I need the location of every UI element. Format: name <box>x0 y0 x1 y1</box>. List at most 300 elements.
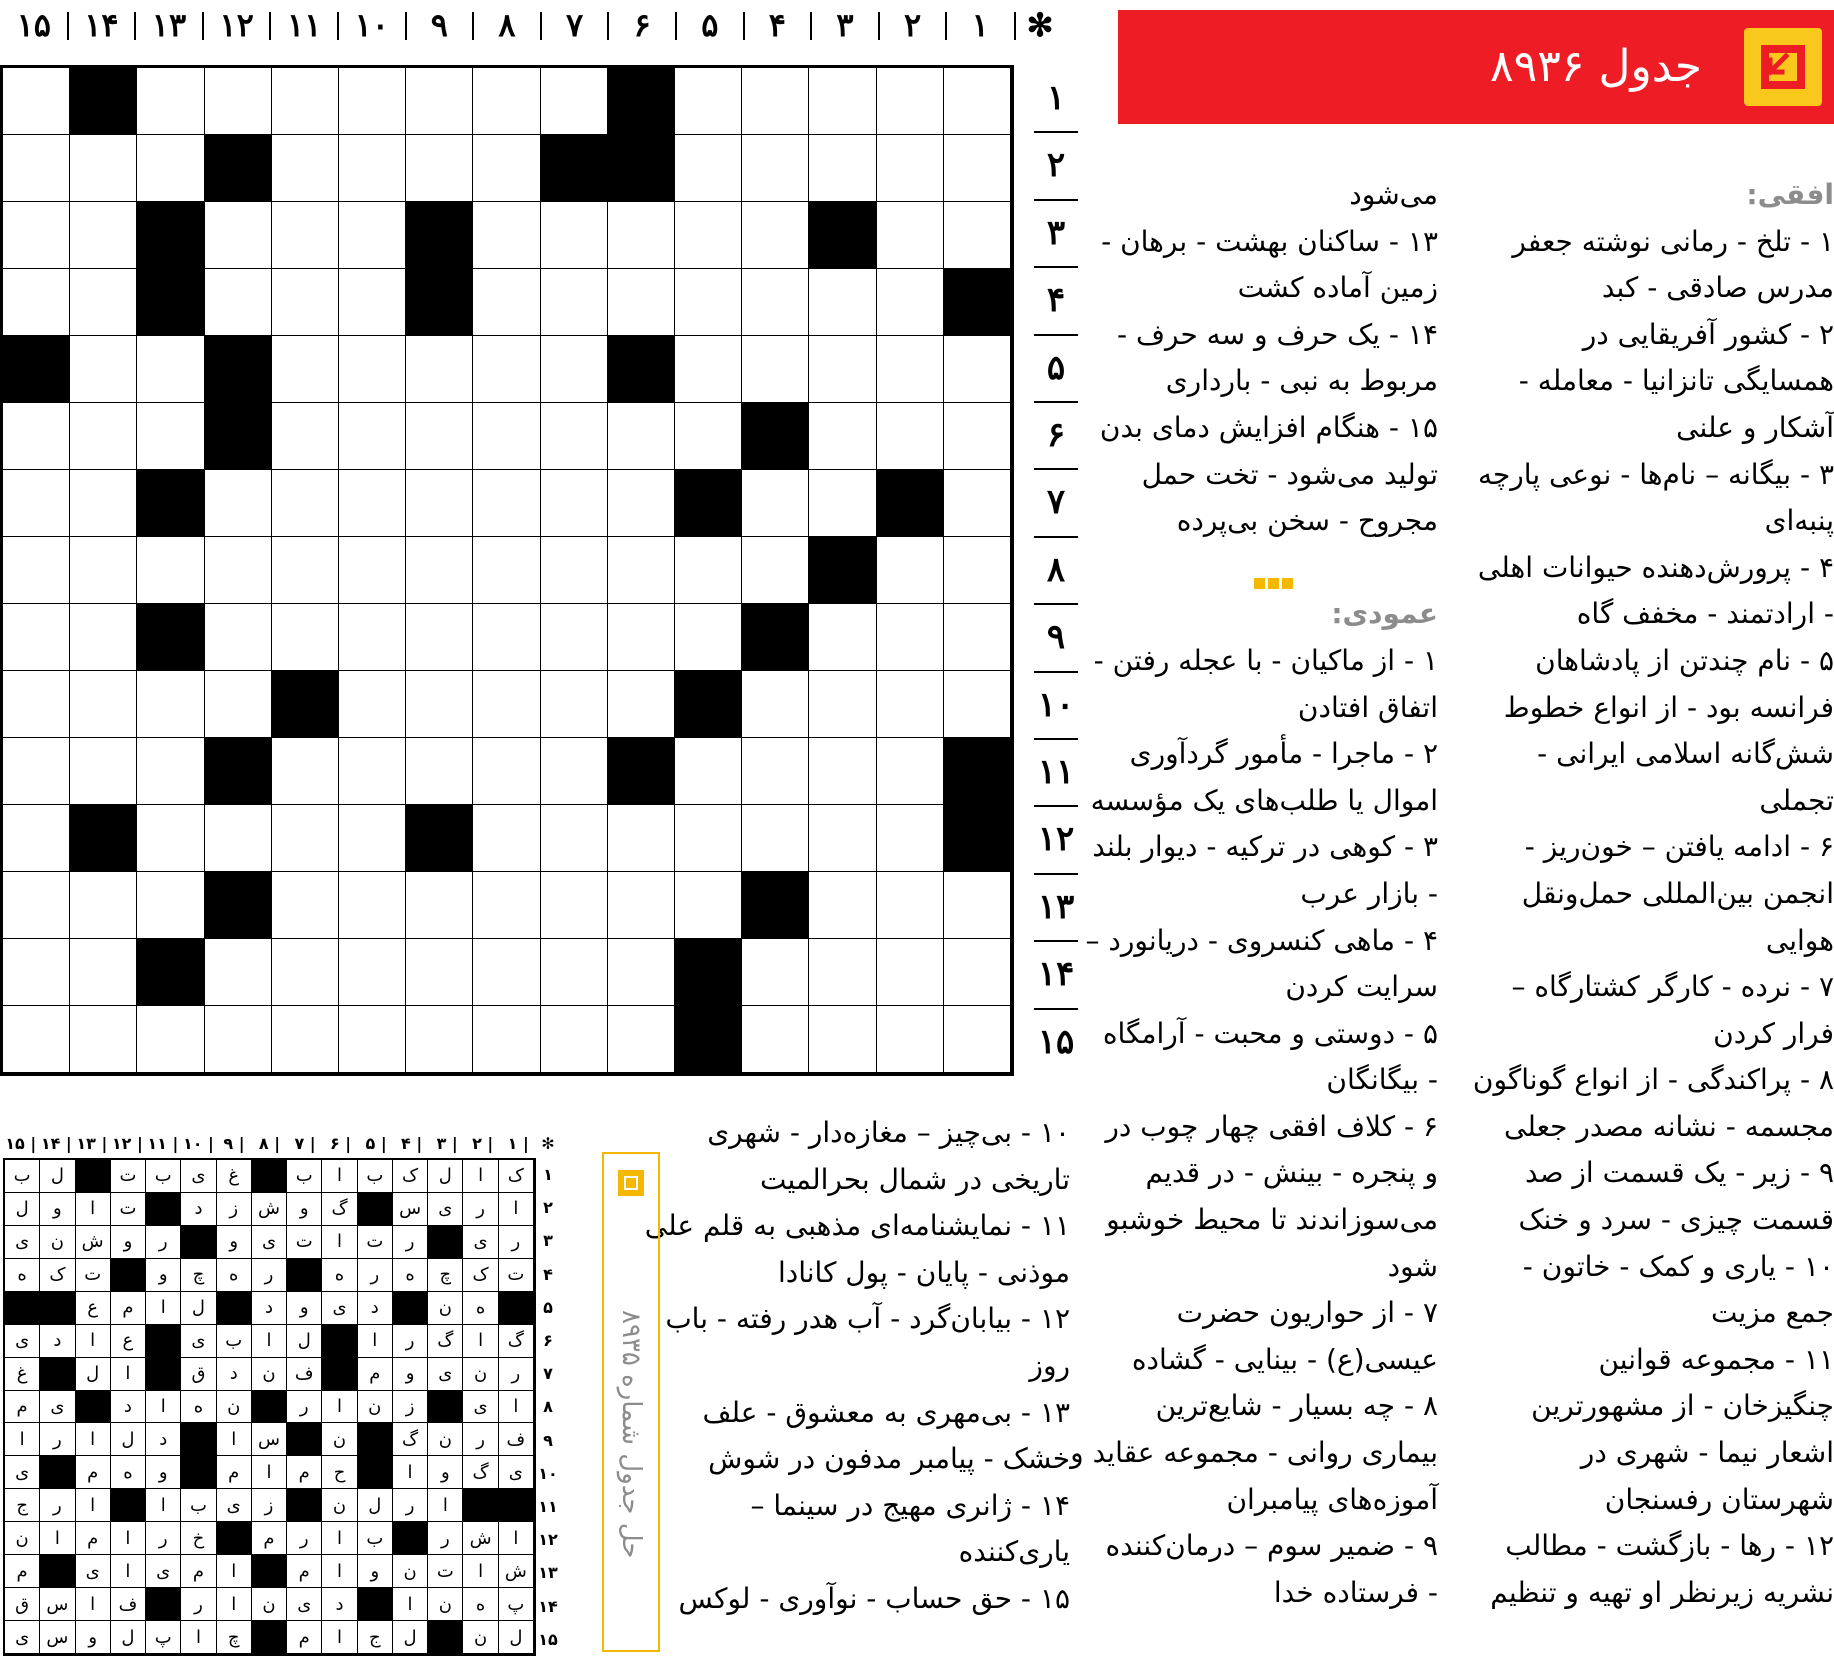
solution-black-cell <box>181 1456 216 1489</box>
clue-line: ۲ - ماجرا - مأمور گردآوری <box>1129 737 1438 771</box>
clue-line: مجروح - سخن بی‌پرده <box>1176 504 1438 538</box>
grid-cell <box>3 939 70 1006</box>
black-cell <box>137 202 204 269</box>
solution-row-number: ۶ <box>543 1331 553 1350</box>
solution-letter: ی <box>428 1358 463 1391</box>
solution-letter: ر <box>252 1259 287 1292</box>
black-cell <box>3 336 70 403</box>
grid-cell <box>809 872 876 939</box>
solution-letter: ی <box>217 1489 252 1522</box>
grid-cell <box>541 872 608 939</box>
solution-letter: ی <box>252 1226 287 1259</box>
grid-cell <box>809 939 876 1006</box>
row-separator <box>1034 603 1078 605</box>
grid-cell <box>70 671 137 738</box>
grid-cell <box>742 805 809 872</box>
grid-cell <box>877 738 944 805</box>
grid-cell <box>205 537 272 604</box>
grid-cell <box>877 202 944 269</box>
grid-cell <box>70 872 137 939</box>
solution-letter: پ <box>499 1588 534 1621</box>
solution-black-cell <box>322 1358 357 1391</box>
row-separator <box>1034 334 1078 336</box>
solution-letter: ر <box>393 1325 428 1358</box>
grid-cell <box>205 68 272 135</box>
solution-letter: ی <box>146 1555 181 1588</box>
black-cell <box>742 604 809 671</box>
solution-row-number: ۵ <box>543 1297 553 1317</box>
grid-cell <box>541 1006 608 1073</box>
solution-black-cell <box>217 1522 252 1555</box>
black-cell <box>608 336 675 403</box>
solution-letter: غ <box>5 1358 40 1391</box>
row-separator <box>1034 536 1078 538</box>
solution-letter: د <box>252 1292 287 1325</box>
grid-cell <box>3 1006 70 1073</box>
grid-cell <box>70 135 137 202</box>
solution-column-number: ۱۴ | <box>40 1134 72 1153</box>
solution-black-cell <box>358 1588 393 1621</box>
grid-cell <box>809 135 876 202</box>
clue-line: ۴ - پرورش‌دهنده حیوانات اهلی <box>1477 550 1834 584</box>
black-cell <box>137 604 204 671</box>
solution-black-cell <box>146 1193 181 1226</box>
grid-cell <box>473 805 540 872</box>
clue-line: ۱ - از ماکیان - با عجله رفتن - <box>1093 643 1438 677</box>
solution-letter: ن <box>322 1423 357 1456</box>
solution-letter: ی <box>5 1325 40 1358</box>
grid-cell <box>339 68 406 135</box>
solution-letter: م <box>111 1292 146 1325</box>
grid-cell <box>944 1006 1011 1073</box>
solution-letter: ا <box>76 1423 111 1456</box>
black-cell <box>137 269 204 336</box>
solution-column-number: ۸ | <box>258 1134 281 1153</box>
grid-cell <box>339 805 406 872</box>
solution-letter: ز <box>252 1489 287 1522</box>
solution-letter: د <box>322 1588 357 1621</box>
solution-row-number: ۴ <box>543 1264 553 1284</box>
grid-cell <box>137 135 204 202</box>
solution-row-number: ۱۵ <box>538 1629 558 1649</box>
solution-letter: ر <box>40 1423 75 1456</box>
solution-letter: ی <box>40 1391 75 1424</box>
solution-black-cell <box>287 1259 322 1292</box>
clue-line: مربوط به نبی - بارداری <box>1165 364 1438 398</box>
grid-cell <box>473 470 540 537</box>
grid-cell <box>809 470 876 537</box>
solution-letter: ا <box>111 1522 146 1555</box>
solution-column-number: ۹ | <box>223 1134 245 1153</box>
clue-line: بیماری روانی - مجموعه عقاید و <box>1070 1436 1438 1470</box>
black-cell <box>137 470 204 537</box>
solution-black-cell <box>40 1292 75 1325</box>
solution-letter: ا <box>76 1489 111 1522</box>
solution-letter: ا <box>322 1160 357 1193</box>
solution-letter: ر <box>393 1226 428 1259</box>
grid-cell <box>742 269 809 336</box>
solution-letter: ی <box>5 1226 40 1259</box>
row-number: ۹ <box>1046 617 1066 658</box>
clue-line: ۷ - از حواریون حضرت <box>1176 1296 1438 1330</box>
clue-line: ۲ - کشور آفریقایی در <box>1582 317 1834 351</box>
solution-letter: ف <box>111 1588 146 1621</box>
solution-letter: ب <box>358 1522 393 1555</box>
solution-letter: م <box>252 1522 287 1555</box>
clue-line: ۴ - ماهی کنسروی - دریانورد – <box>1085 923 1438 957</box>
solution-black-cell <box>252 1555 287 1588</box>
solution-letter: ا <box>111 1555 146 1588</box>
grid-cell <box>3 403 70 470</box>
solution-letter: ر <box>146 1522 181 1555</box>
solution-black-cell <box>322 1325 357 1358</box>
solution-black-cell <box>358 1193 393 1226</box>
solution-letter: و <box>358 1555 393 1588</box>
grid-cell <box>205 269 272 336</box>
grid-cell <box>675 738 742 805</box>
grid-cell <box>70 537 137 604</box>
grid-cell <box>205 805 272 872</box>
grid-cell <box>339 470 406 537</box>
clue-line: تولید می‌شود - تخت حمل <box>1141 457 1438 491</box>
row-number: ۷ <box>1046 482 1066 523</box>
solution-letter: ت <box>428 1555 463 1588</box>
solution-column-number: ۱۳ | <box>76 1134 108 1153</box>
clue-line: مدرس صادقی - کبد <box>1601 271 1834 305</box>
solution-letter: ش <box>463 1522 498 1555</box>
solution-black-cell <box>499 1292 534 1325</box>
grid-cell <box>809 604 876 671</box>
column-number: ۹ <box>430 6 448 44</box>
clue-line: ۵ - نام چندتن از پادشاهان <box>1535 643 1834 677</box>
grid-cell <box>406 403 473 470</box>
grid-cell <box>339 537 406 604</box>
grid-cell <box>473 872 540 939</box>
black-cell <box>205 336 272 403</box>
solution-letter: ا <box>5 1423 40 1456</box>
clue-line: - فرستاده خدا <box>1273 1575 1438 1609</box>
solution-letter: ی <box>287 1588 322 1621</box>
grid-cell <box>339 738 406 805</box>
column-numbers <box>0 2 1054 48</box>
solution-row-number: ۳ <box>543 1231 553 1251</box>
solution-letter: و <box>393 1358 428 1391</box>
column-number: ۱۰ <box>354 6 389 44</box>
column-number: ۷ <box>566 6 584 44</box>
solution-letter: و <box>40 1193 75 1226</box>
solution-row-number: ۸ <box>543 1397 553 1417</box>
grid-cell <box>70 403 137 470</box>
grid-cell <box>205 604 272 671</box>
solution-letter: ب <box>5 1160 40 1193</box>
solution-letter: ا <box>393 1456 428 1489</box>
clue-line: شش‌گانه اسلامی ایرانی - <box>1537 737 1834 771</box>
grid-cell <box>70 336 137 403</box>
newspaper-logo-icon <box>618 1170 644 1196</box>
solution-letter: ن <box>252 1588 287 1621</box>
solution-row-number: ۲ <box>543 1198 553 1218</box>
solution-letter: و <box>146 1259 181 1292</box>
grid-cell <box>3 805 70 872</box>
black-cell <box>608 738 675 805</box>
grid-cell <box>406 135 473 202</box>
grid-cell <box>339 336 406 403</box>
grid-cell <box>944 68 1011 135</box>
solution-letter: ی <box>5 1456 40 1489</box>
solution-letter: ا <box>217 1555 252 1588</box>
clue-line: ۳ - بیگانه – نام‌ها - نوعی پارچه <box>1477 457 1834 491</box>
grid-cell <box>137 872 204 939</box>
grid-cell <box>944 403 1011 470</box>
solution-letter: ه <box>322 1259 357 1292</box>
grid-cell <box>339 1006 406 1073</box>
solution-letter: م <box>181 1555 216 1588</box>
clue-line: چنگیزخان - از مشهورترین <box>1531 1389 1834 1423</box>
solution-letter: ر <box>146 1226 181 1259</box>
clue-line: ۷ - نرده - کارگر کشتارگاه – <box>1511 970 1834 1004</box>
solution-letter: م <box>287 1456 322 1489</box>
solution-letter: ا <box>146 1489 181 1522</box>
black-cell <box>675 939 742 1006</box>
solution-row-number: ۹ <box>543 1430 553 1450</box>
column-number: ۱۵ <box>16 6 51 44</box>
black-cell <box>205 135 272 202</box>
solution-row-number: ۱۱ <box>538 1497 558 1516</box>
solution-letter: ی <box>428 1193 463 1226</box>
grid-cell <box>473 671 540 738</box>
solution-black-cell <box>146 1325 181 1358</box>
grid-cell <box>809 269 876 336</box>
clue-line: آشکار و علنی <box>1676 410 1834 444</box>
solution-letter: س <box>252 1423 287 1456</box>
solution-letter: ب <box>181 1489 216 1522</box>
clue-line: ۵ - دوستی و محبت - آرامگاه <box>1102 1016 1438 1050</box>
grid-cell <box>3 202 70 269</box>
grid-cell <box>675 403 742 470</box>
solution-column-number: ۶ | <box>329 1134 352 1153</box>
grid-cell <box>742 336 809 403</box>
solution-letter: ع <box>111 1325 146 1358</box>
clue-line: ۸ - چه بسیار - شایع‌ترین <box>1155 1389 1438 1423</box>
solution-letter: ی <box>322 1292 357 1325</box>
grid-cell <box>473 403 540 470</box>
clue-line: ۱۴ - یک حرف و سه حرف - <box>1116 317 1438 351</box>
solution-letter: و <box>287 1292 322 1325</box>
clue-line: ۱۵ - حق حساب - نوآوری - لوکس <box>678 1581 1070 1615</box>
grid-cell <box>406 738 473 805</box>
black-cell <box>137 939 204 1006</box>
solution-letter: م <box>5 1391 40 1424</box>
solution-letter: ا <box>146 1292 181 1325</box>
grid-cell <box>406 1006 473 1073</box>
solution-black-cell <box>358 1423 393 1456</box>
grid-cell <box>608 872 675 939</box>
black-cell <box>877 470 944 537</box>
solution-letter: گ <box>428 1325 463 1358</box>
solution-letter: ن <box>252 1358 287 1391</box>
solution-letter: س <box>40 1588 75 1621</box>
solution-letter: ا <box>252 1325 287 1358</box>
solution-letter: ه <box>393 1259 428 1292</box>
grid-cell <box>205 202 272 269</box>
clue-line: سرایت کردن <box>1285 970 1438 1004</box>
solution-letter: د <box>358 1292 393 1325</box>
solution-black-cell <box>287 1489 322 1522</box>
corner-mark: ✻ <box>541 1134 555 1153</box>
row-separator <box>1034 1008 1078 1010</box>
solution-letter: م <box>358 1358 393 1391</box>
solution-letter: ل <box>76 1358 111 1391</box>
solution-letter: ر <box>463 1423 498 1456</box>
solution-letter: ن <box>322 1489 357 1522</box>
solution-letter: ه <box>5 1259 40 1292</box>
grid-cell <box>3 604 70 671</box>
solution-letter: ه <box>463 1292 498 1325</box>
clue-line: ۸ - پراکندگی - از انواع گوناگون <box>1472 1063 1834 1097</box>
grid-cell <box>205 470 272 537</box>
grid-cell <box>541 537 608 604</box>
grid-cell <box>272 202 339 269</box>
grid-cell <box>541 604 608 671</box>
grid-cell <box>272 738 339 805</box>
clues-column-2 <box>1070 172 1438 1616</box>
solution-black-cell <box>181 1423 216 1456</box>
solution-letter: ا <box>463 1160 498 1193</box>
row-number: ۱۲ <box>1037 819 1075 860</box>
solution-letter: ا <box>322 1391 357 1424</box>
clue-line: می‌سوزاندند تا محیط خوشبو <box>1106 1203 1438 1237</box>
grid-cell <box>742 1006 809 1073</box>
clue-line: ۱ - تلخ - رمانی نوشته جعفر <box>1512 224 1834 258</box>
clue-line: شود <box>1387 1249 1438 1283</box>
clue-line: - بازار عرب <box>1300 876 1438 910</box>
grid-cell <box>272 68 339 135</box>
grid-cell <box>608 403 675 470</box>
clue-line: فرار کردن <box>1713 1016 1834 1050</box>
clue-line: ۱۵ - هنگام افزایش دمای بدن <box>1099 410 1438 444</box>
grid-cell <box>406 604 473 671</box>
black-cell <box>944 805 1011 872</box>
solution-letter: گ <box>393 1423 428 1456</box>
grid-cell <box>473 135 540 202</box>
solution-letter: ی <box>181 1160 216 1193</box>
grid-cell <box>944 470 1011 537</box>
row-separator <box>1034 671 1078 673</box>
grid-cell <box>272 1006 339 1073</box>
column-number: ۴ <box>768 6 786 44</box>
solution-letter: ه <box>111 1456 146 1489</box>
solution-letter: ا <box>358 1325 393 1358</box>
solution-letter: د <box>217 1358 252 1391</box>
puzzle-header <box>1118 10 1834 124</box>
solution-column-number: ۵ | <box>365 1134 387 1153</box>
clue-line: اموال یا طلب‌های یک مؤسسه <box>1090 783 1438 817</box>
black-cell <box>944 269 1011 336</box>
grid-cell <box>541 671 608 738</box>
black-cell <box>541 135 608 202</box>
grid-cell <box>406 470 473 537</box>
black-cell <box>809 537 876 604</box>
row-number: ۱۰ <box>1037 684 1075 725</box>
grid-cell <box>608 470 675 537</box>
grid-cell <box>137 805 204 872</box>
grid-cell <box>70 604 137 671</box>
grid-cell <box>272 135 339 202</box>
grid-cell <box>742 671 809 738</box>
solution-letter: م <box>76 1456 111 1489</box>
solution-letter: ق <box>5 1588 40 1621</box>
solution-row-number: ۷ <box>543 1364 553 1384</box>
corner-mark: ✻ <box>1026 6 1054 44</box>
grid-cell <box>473 68 540 135</box>
solution-black-cell <box>5 1292 40 1325</box>
solution-letter: و <box>217 1226 252 1259</box>
grid-cell <box>3 135 70 202</box>
grid-cell <box>406 537 473 604</box>
solution-black-cell <box>146 1588 181 1621</box>
solution-black-cell <box>287 1423 322 1456</box>
grid-cell <box>70 202 137 269</box>
row-separator <box>1034 266 1078 268</box>
grid-cell <box>339 604 406 671</box>
solution-column-number: ۱۱ | <box>147 1134 179 1153</box>
solution-letter: چ <box>428 1259 463 1292</box>
row-number: ۶ <box>1046 415 1066 455</box>
clue-line: شهرستان رفسنجان <box>1604 1482 1834 1516</box>
solution-letter: گ <box>322 1193 357 1226</box>
solution-letter: ر <box>181 1588 216 1621</box>
solution-black-cell <box>217 1292 252 1325</box>
solution-letter: غ <box>217 1160 252 1193</box>
column-number: ۱ <box>971 6 989 44</box>
black-cell <box>675 470 742 537</box>
grid-cell <box>473 738 540 805</box>
grid-cell <box>877 671 944 738</box>
solution-letter: ل <box>287 1325 322 1358</box>
solution-letter: ک <box>463 1259 498 1292</box>
solution-letter: ن <box>463 1358 498 1391</box>
grid-cell <box>272 805 339 872</box>
solution-black-cell <box>428 1226 463 1259</box>
solution-letter: ه <box>181 1391 216 1424</box>
solution-letter: گ <box>463 1456 498 1489</box>
solution-letter: ل <box>111 1423 146 1456</box>
solution-letter: ا <box>217 1588 252 1621</box>
solution-letter: ر <box>428 1522 463 1555</box>
clue-line: زمین آماده کشت <box>1237 271 1438 305</box>
solution-row-number: ۱۲ <box>538 1530 558 1550</box>
solution-letter: س <box>393 1193 428 1226</box>
grid-cell <box>877 872 944 939</box>
grid-cell <box>742 202 809 269</box>
solution-black-cell <box>428 1391 463 1424</box>
column-number: ۱۳ <box>151 6 187 44</box>
solution-letter: ا <box>322 1522 357 1555</box>
solution-letter: و <box>146 1456 181 1489</box>
grid-cell <box>272 939 339 1006</box>
clue-line: ۱۱ - نمایشنامه‌ای مذهبی به قلم علی <box>644 1209 1070 1243</box>
grid-cell <box>70 470 137 537</box>
solution-letter: ر <box>463 1193 498 1226</box>
solution-letter: ش <box>499 1555 534 1588</box>
grid-cell <box>608 604 675 671</box>
grid-cell <box>877 68 944 135</box>
solution-letter: م <box>76 1522 111 1555</box>
grid-cell <box>541 202 608 269</box>
solution-letter: ب <box>358 1160 393 1193</box>
solution-letter: ن <box>428 1423 463 1456</box>
solution-letter: س <box>40 1621 75 1654</box>
